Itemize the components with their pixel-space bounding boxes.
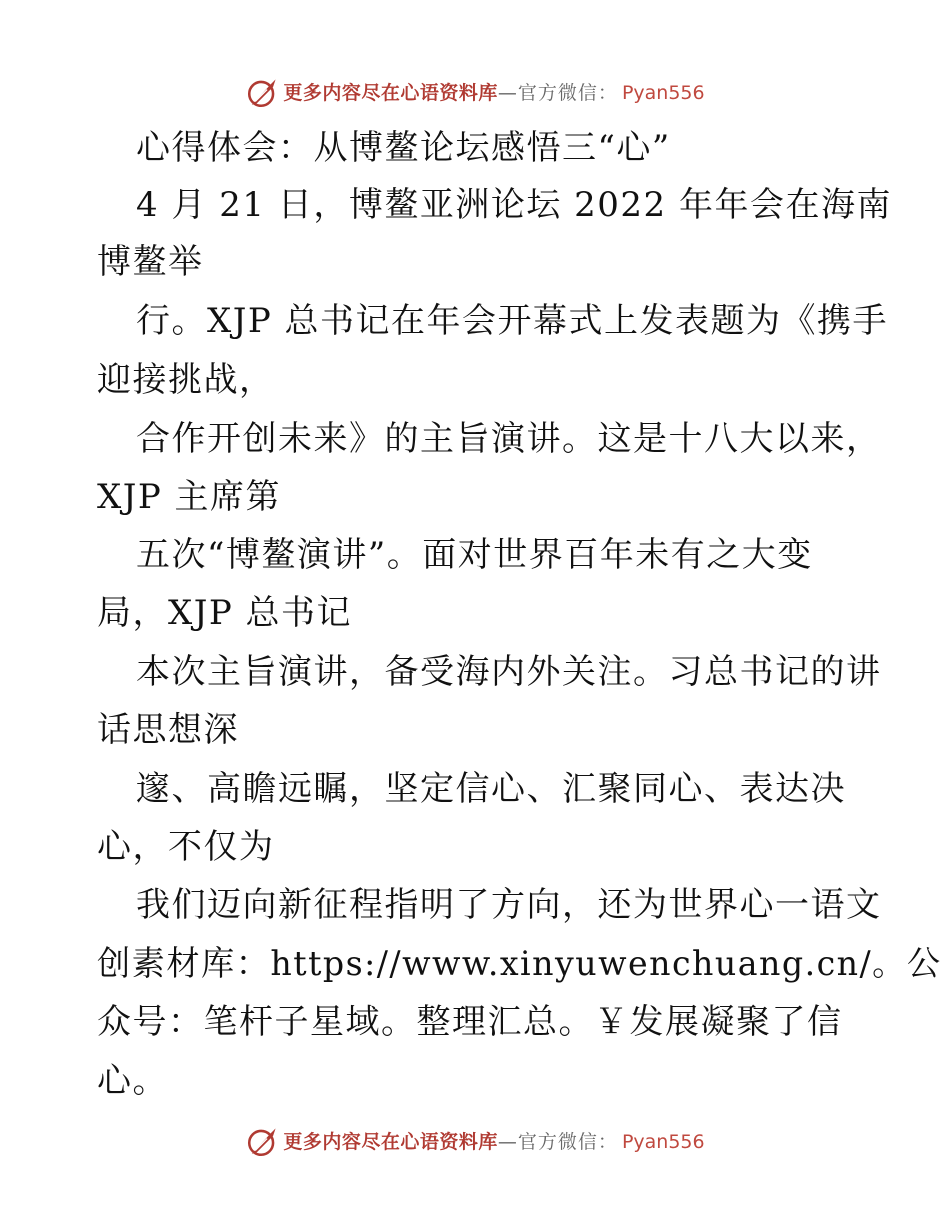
paragraph-line: 五次“博鳌演讲”。面对世界百年未有之大变: [136, 535, 813, 575]
paragraph-line: 心，不仅为: [97, 827, 275, 867]
document-title: 心得体会：从博鳌论坛感悟三“心”: [136, 128, 671, 168]
banner-main-text: 更多内容尽在心语资料库: [283, 1131, 498, 1153]
banner-wechat-id: Pyan556: [621, 1131, 705, 1153]
quill-logo-icon: [245, 1125, 279, 1159]
paragraph-line: 迎接挑战，: [97, 360, 275, 400]
banner-separator: —: [497, 82, 518, 104]
footer-banner: [0, 1125, 950, 1159]
paragraph-line: 4 月 21 日，博鳌亚洲论坛 2022 年年会在海南: [136, 185, 892, 225]
paragraph-line: 局，XJP 总书记: [97, 593, 353, 633]
paragraph-line: 行。XJP 总书记在年会开幕式上发表题为《携手: [136, 301, 889, 341]
paragraph-line: 邃、高瞻远瞩，坚定信心、汇聚同心、表达决: [136, 769, 846, 809]
paragraph-line: 我们迈向新征程指明了方向，还为世界心一语文: [136, 885, 882, 925]
paragraph-line: 本次主旨演讲，备受海内外关注。习总书记的讲: [136, 652, 882, 692]
paragraph-line: 话思想深: [97, 710, 239, 750]
banner-separator: —: [497, 1131, 518, 1153]
paragraph-line: 创素材库：https://www.xinyuwenchuang.cn/。公: [97, 944, 942, 984]
banner-label: 官方微信：: [517, 82, 618, 104]
paragraph-line: 众号：笔杆子星域。整理汇总。￥发展凝聚了信: [97, 1002, 843, 1042]
banner-main-text: 更多内容尽在心语资料库: [283, 82, 498, 104]
paragraph-line: 博鳌举: [97, 242, 204, 282]
banner-wechat-id: Pyan556: [621, 82, 705, 104]
paragraph-line: XJP 主席第: [97, 477, 282, 517]
paragraph-line: 心。: [97, 1061, 168, 1101]
banner-label: 官方微信：: [517, 1131, 618, 1153]
paragraph-line: 合作开创未来》的主旨演讲。这是十八大以来，: [136, 419, 882, 459]
